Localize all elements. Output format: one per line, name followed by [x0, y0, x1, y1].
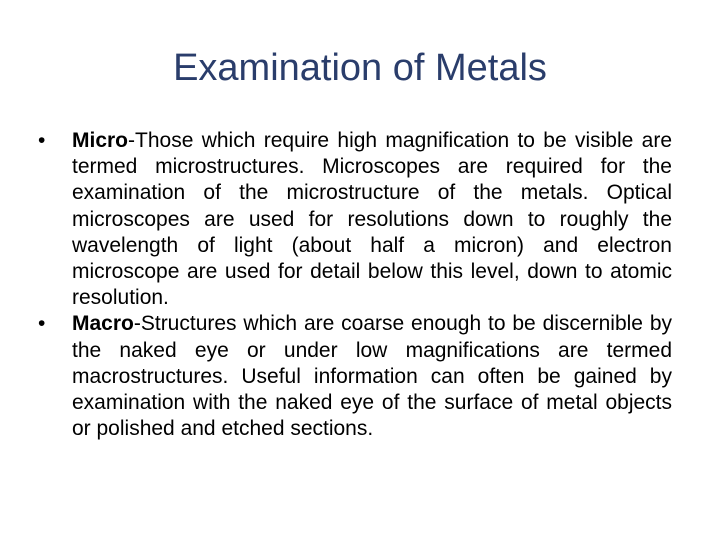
bullet-item-macro — [38, 311, 672, 442]
bullet-text-micro: -Those which require high magnification to be visible are termed microstructures. Microscopes are required for the examination of the microstructure of the metals. Optical microscopes are used for resolutions down to roughly the wavelength of light (about half a micron) and electron microscope are used for detail below this level, down to atomic resolution. — [72, 129, 672, 310]
bullet-marker-icon: • — [38, 312, 46, 336]
bullet-text-macro: -Structures which are coarse enough to be discernible by the naked eye or under low magnifications are termed macrostructures. Useful information can often be gained by examination with the naked eye of the surface of metal objects or polished and etched sections. — [72, 312, 672, 441]
bullet-term-macro: Macro — [72, 312, 134, 336]
bullet-item-micro — [38, 128, 672, 311]
bullet-marker-icon: • — [38, 129, 46, 152]
bullet-list — [38, 128, 672, 442]
slide-title: Examination of Metals — [173, 47, 547, 89]
bullet-term-micro: Micro — [72, 129, 129, 152]
